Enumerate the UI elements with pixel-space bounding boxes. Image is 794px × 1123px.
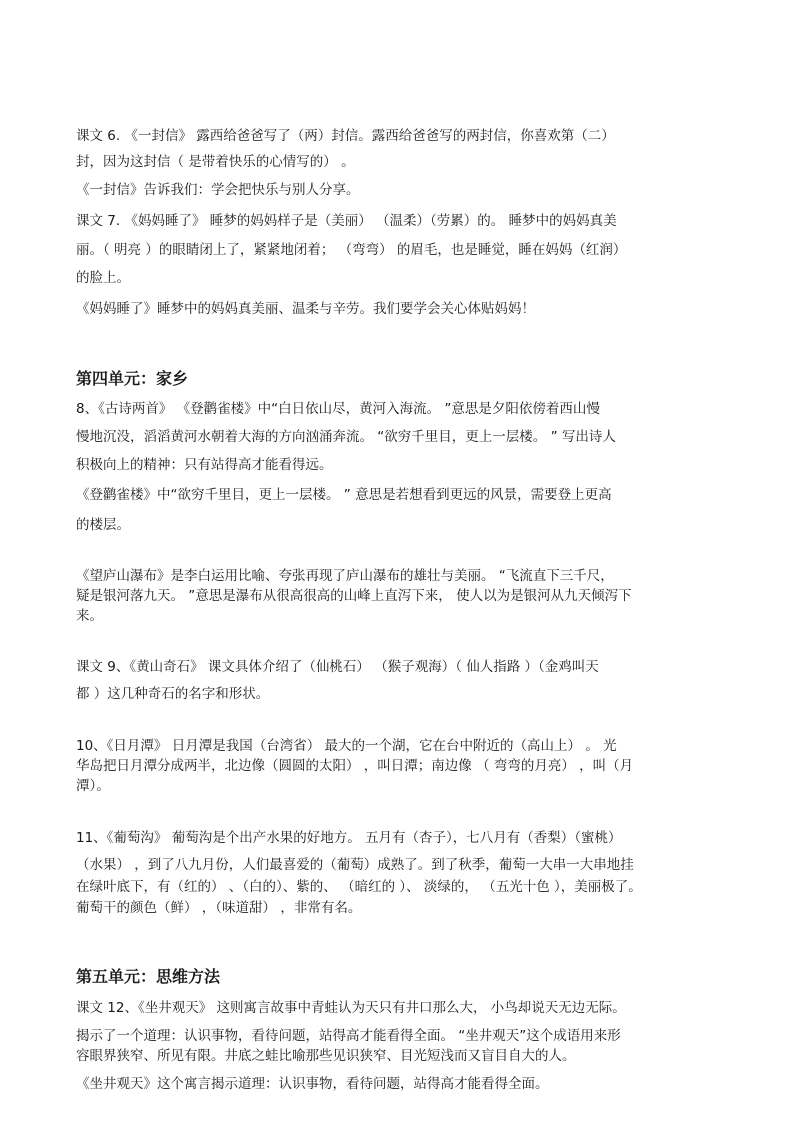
lesson-8-line-2: 慢地沉没，滔滔黄河水朝着大海的方向汹涌奔流。 “欲穷千里目，更上一层楼。 ” 写出诗人 [76, 429, 616, 445]
lesson-11-line-2: （水果） ，到了八九月份，人们最喜爱的（葡萄）成熟了。到了秋季，葡萄一大串一大串地挂 [76, 857, 634, 873]
lesson-11-line-4: 葡萄干的颜色（鲜） ，（味道甜） ，非常有名。 [76, 900, 362, 916]
lesson-7-line-1: 课文 7. 《妈妈睡了》 睡梦的妈妈样子是（美丽） （温柔）（劳累）的。 睡梦中的妈妈真美 [76, 213, 617, 229]
lesson-12-summary: 《坐井观天》这个寓言揭示道理：认识事物，看待问题，站得高才能看得全面。 [76, 1076, 549, 1092]
lesson-8-line-3: 积极向上的精神：只有站得高才能看得远。 [76, 457, 333, 473]
lesson-8-line-1: 8、《古诗两首》 《登鹳雀楼》中“白日依山尽，黄河入海流。 ”意思是夕阳依傍着西山慢 [76, 401, 600, 417]
lesson-6-line-2: 封，因为这封信（ 是带着快乐的心情写的） 。 [76, 154, 355, 170]
unit-5-heading: 第五单元：思维方法 [76, 967, 221, 986]
lesson-12-line-2: 揭示了一个道理：认识事物，看待问题，站得高才能看得全面。 “坐井观天”这个成语用来形 [76, 1028, 621, 1044]
lesson-6-summary: 《一封信》告诉我们：学会把快乐与别人分享。 [76, 182, 360, 198]
lesson-8-line-4: 《登鹳雀楼》中“欲穷千里目，更上一层楼。 ” 意思是若想看到更远的风景，需要登上更高 [76, 487, 612, 503]
lesson-11-line-1: 11、《葡萄沟》 葡萄沟是个出产水果的好地方。 五月有（杏子），七八月有（香梨）（蜜桃） [76, 830, 622, 846]
lesson-12-line-1: 课文 12、《坐井观天》 这则寓言故事中青蛙认为天只有井口那么大， 小鸟却说天无边无际。 [76, 1000, 626, 1016]
lesson-9-line-2: 都 ）这几种奇石的名字和形状。 [76, 686, 270, 702]
lesson-8-line-5: 的楼层。 [76, 517, 130, 533]
lesson-7-line-3: 的脸上。 [76, 270, 130, 286]
lesson-6-line-1: 课文 6. 《一封信》 露西给爸爸写了（两）封信。露西给爸爸写的两封信，你喜欢第（二） [76, 128, 615, 144]
lesson-11-line-3: 在绿叶底下，有（红的） 、（白的）、紫的、 （暗红的 ）、 淡绿的， （五光十色 ），美丽极了。 [76, 879, 642, 895]
lesson-7-line-2: 丽。（ 明亮 ）的眼睛闭上了，紧紧地闭着； （弯弯） 的眉毛，也是睡觉，睡在妈妈（红润） [76, 242, 627, 258]
lushan-line-2: 疑是银河落九天。 ”意思是瀑布从很高很高的山峰上直泻下来， 使人以为是银河从九天倾泻下 [76, 588, 632, 604]
lesson-9-line-1: 课文 9、《黄山奇石》 课文具体介绍了（仙桃石） （猴子观海）（ 仙人指路 ）（金鸡叫天 [76, 659, 599, 675]
lesson-10-line-1: 10、《日月潭》 日月潭是我国（台湾省） 最大的一个湖，它在台中附近的（高山上） 。 光 [76, 738, 617, 754]
lushan-line-3: 来。 [76, 608, 103, 624]
lushan-line-1: 《望庐山瀑布》是李白运用比喻、夸张再现了庐山瀑布的雄壮与美丽。 “飞流直下三千尺， [76, 568, 614, 584]
lesson-12-line-3: 容眼界狭窄、所见有限。井底之蛙比喻那些见识狭窄、目光短浅而又盲目自大的人。 [76, 1048, 576, 1064]
unit-4-heading: 第四单元：家乡 [76, 369, 189, 388]
lesson-10-line-2: 华岛把日月潭分成两半，北边像（圆圆的太阳） ，叫日潭；南边像 （ 弯弯的月亮） ，叫（月 [76, 758, 634, 774]
lesson-10-line-3: 潭）。 [76, 778, 110, 794]
lesson-7-summary: 《妈妈睡了》睡梦中的妈妈真美丽、温柔与辛劳。我们要学会关心体贴妈妈！ [76, 301, 535, 317]
